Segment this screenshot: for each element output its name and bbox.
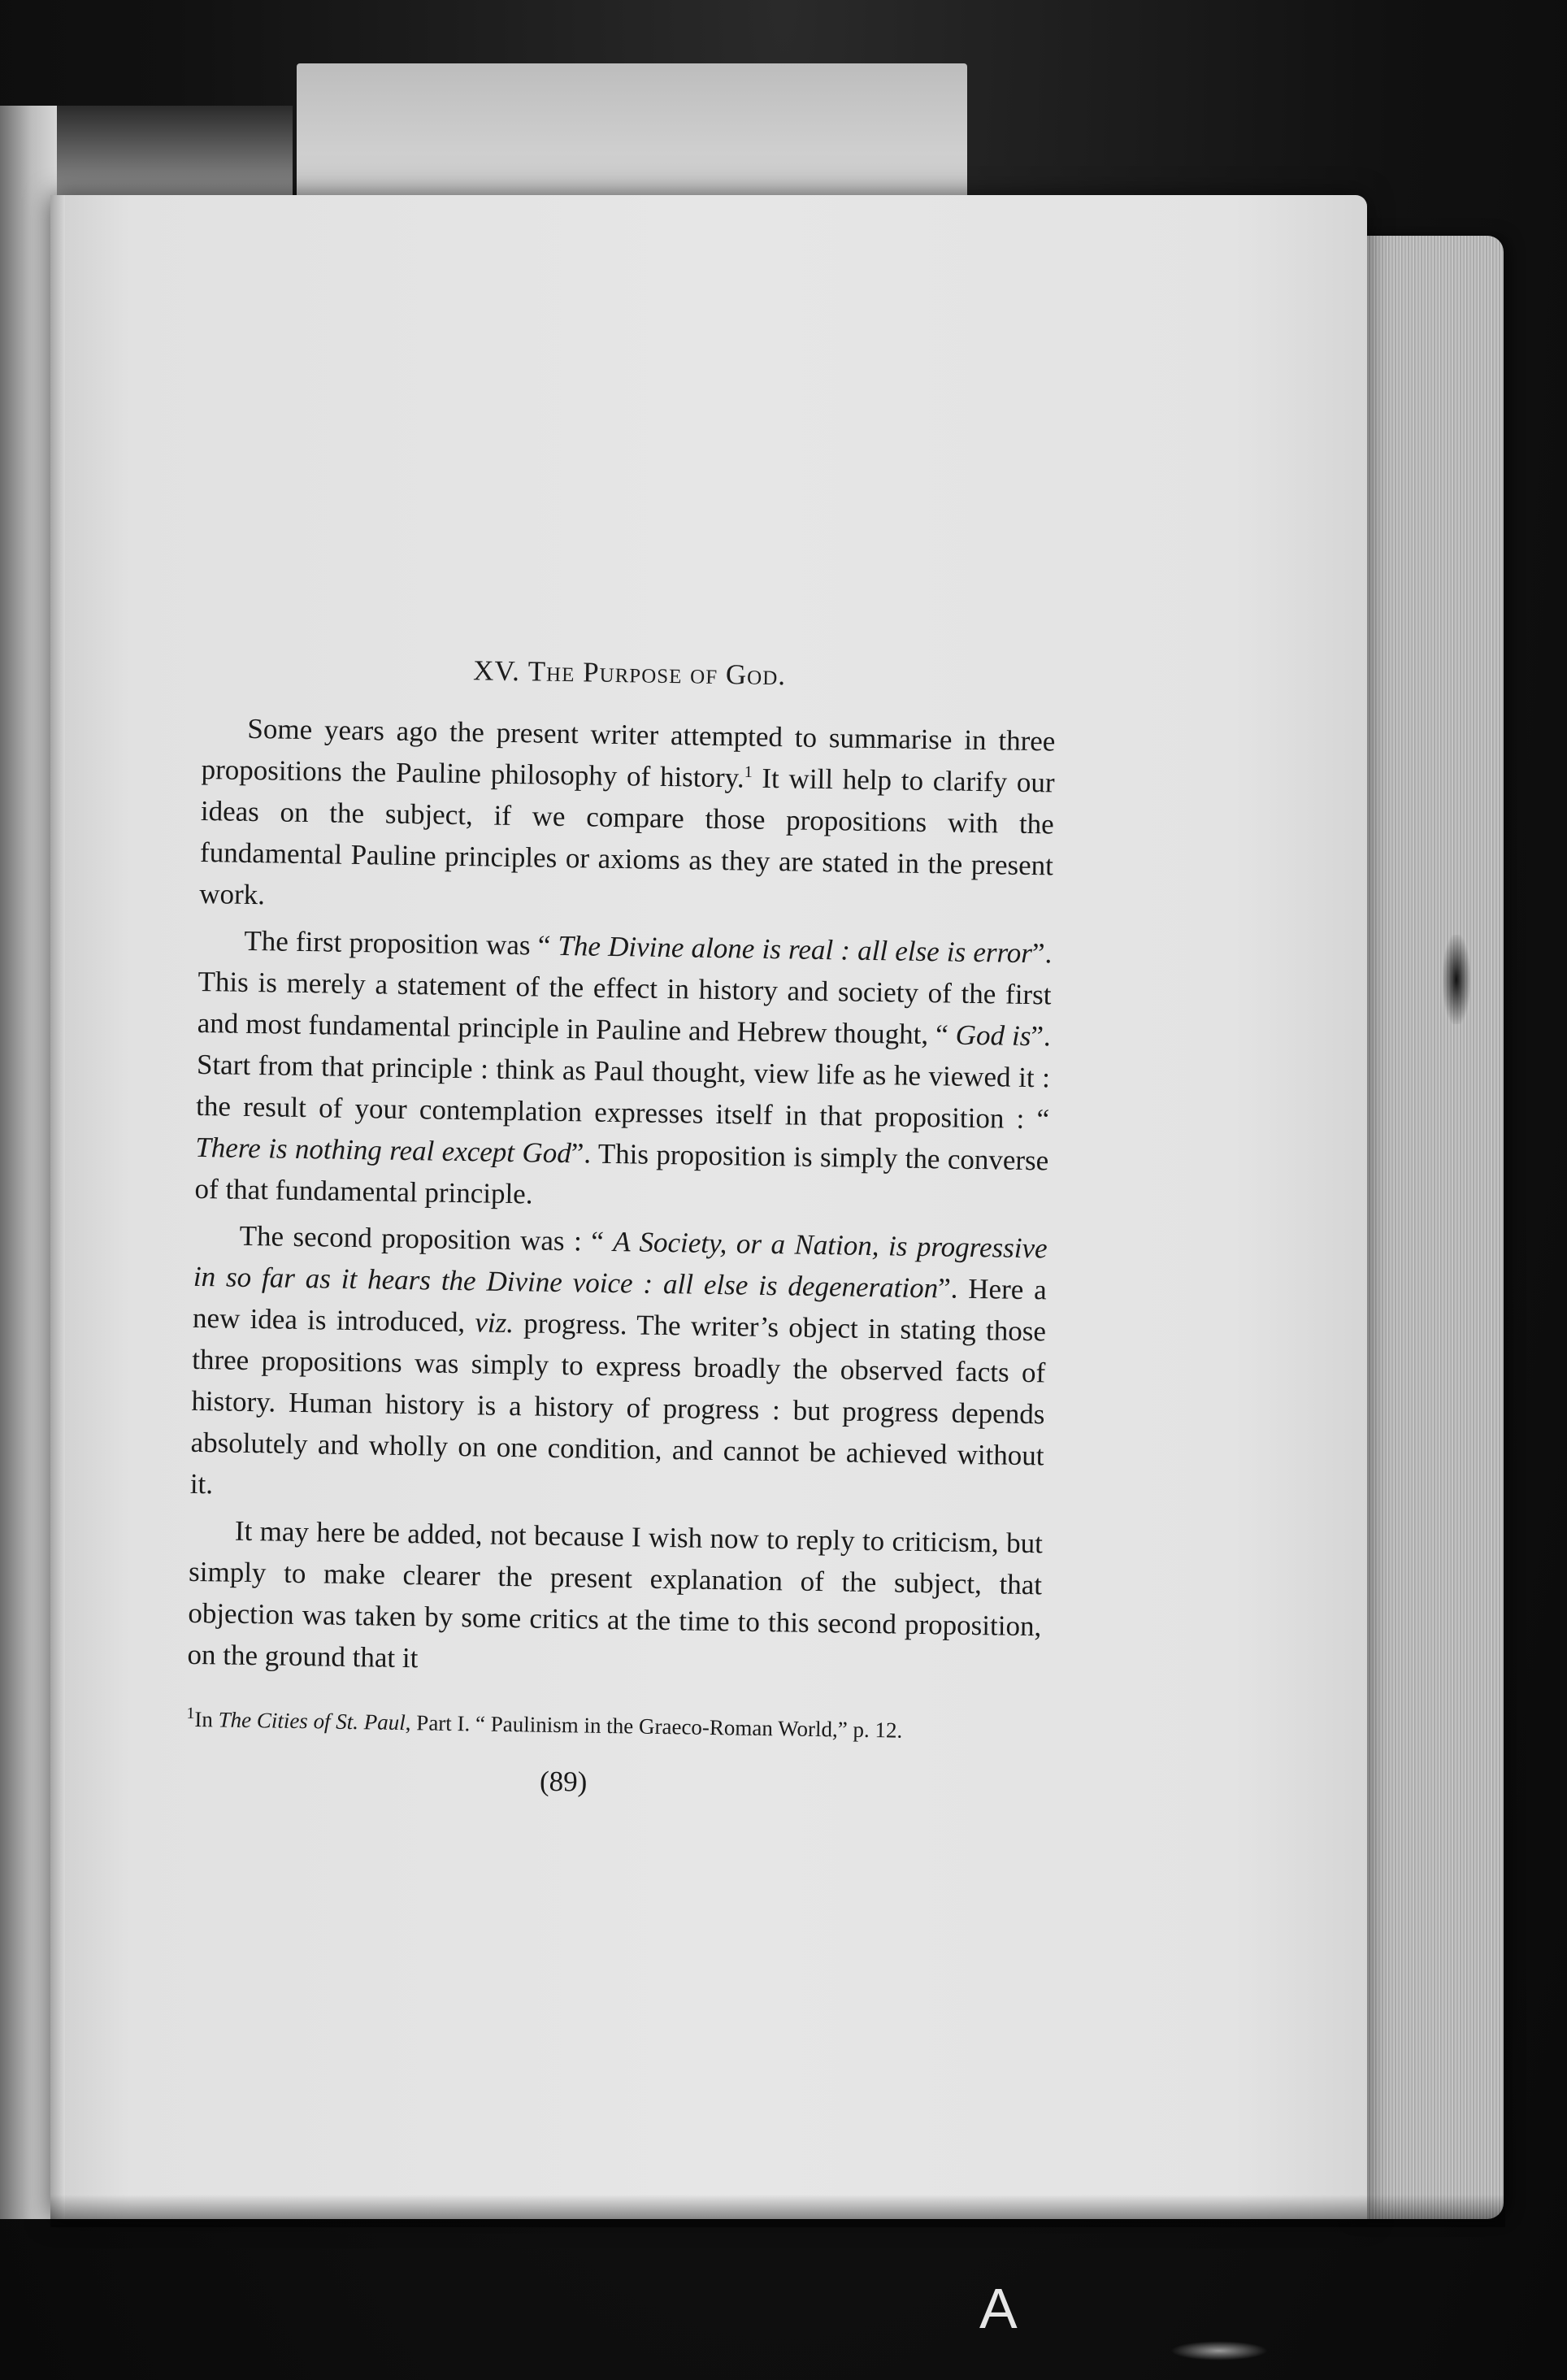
italic-run: There is nothing real except God bbox=[195, 1131, 572, 1170]
body-paragraph bbox=[194, 919, 1052, 1223]
book-page-edges bbox=[1349, 236, 1504, 2219]
text-run: ”. This proposition is simply the converse of that fundamental principle. bbox=[194, 1137, 1049, 1210]
body-paragraph bbox=[199, 707, 1056, 927]
italic-run: viz. bbox=[475, 1306, 514, 1340]
page-edge-smudge bbox=[1443, 935, 1470, 1024]
page-bottom-shadow bbox=[50, 2195, 1505, 2227]
bottom-smudge bbox=[1170, 2341, 1268, 2360]
margin-mark: A bbox=[979, 2277, 1018, 2340]
footnote-pre: In bbox=[194, 1706, 219, 1732]
body-paragraph bbox=[187, 1509, 1043, 1688]
body-text bbox=[187, 707, 1056, 1688]
italic-run: God is bbox=[955, 1018, 1031, 1053]
body-paragraph bbox=[189, 1214, 1047, 1518]
text-run: progress. The writer’s object in stating those three propositions was simply to express broadly the observed facts of history. Human history is a history of progress : but progress depends absolutely and wholly on one condition, and cannot be achieved without it. bbox=[189, 1307, 1047, 1501]
footnote-post: , Part I. “ Paulinism in the Graeco-Roman World,” p. 12. bbox=[405, 1710, 903, 1743]
text-run: The first proposition was “ bbox=[244, 924, 558, 962]
footnote bbox=[186, 1705, 1040, 1747]
text-run: It may here be added, not because I wish now to reply to criticism, but simply to make clearer the present explanation of the subject, that objection was taken by some critics at the time to this second proposition, on the ground that it bbox=[187, 1514, 1044, 1674]
footnote-reference: 1 bbox=[744, 762, 753, 781]
text-run: Some years ago the present writer attempted to summarise in three propositions the Pauline philosophy of history. bbox=[201, 712, 1056, 794]
footnote-cited-title: The Cities of St. Paul bbox=[218, 1707, 406, 1735]
page-number: (89) bbox=[539, 1765, 588, 1798]
chapter-title: The Purpose of God. bbox=[527, 655, 787, 692]
text-run: ”. This is merely a statement of the effect in history and society of the first and most fundamental principle in Pauline and Hebrew thought, “ bbox=[197, 937, 1053, 1051]
book-left-page-edge bbox=[0, 106, 57, 2219]
page-gutter bbox=[50, 195, 65, 2219]
italic-run: A Society, or a Nation, is progressive in so far as it hears the Divine voice : all else is degeneration bbox=[193, 1226, 1048, 1305]
footnote-marker: 1 bbox=[186, 1704, 195, 1722]
text-run: It will help to clarify our ideas on the subject, if we compare those propositions with the fundamental Pauline principles or axioms as they are stated in the present work. bbox=[198, 762, 1055, 911]
text-run: ”. Start from that principle : think as Paul thought, view life as he viewed it : the result of your contemplation expresses itself in that proposition : “ bbox=[195, 1020, 1051, 1136]
italic-run: The Divine alone is real : all else is error bbox=[558, 929, 1033, 970]
book-top-tab bbox=[297, 63, 967, 214]
page-text-block bbox=[185, 650, 1057, 1805]
chapter-number: XV. bbox=[472, 654, 521, 688]
text-run: ”. Here a new idea is introduced, bbox=[192, 1272, 1048, 1339]
text-run: The second proposition was : “ bbox=[239, 1219, 614, 1258]
